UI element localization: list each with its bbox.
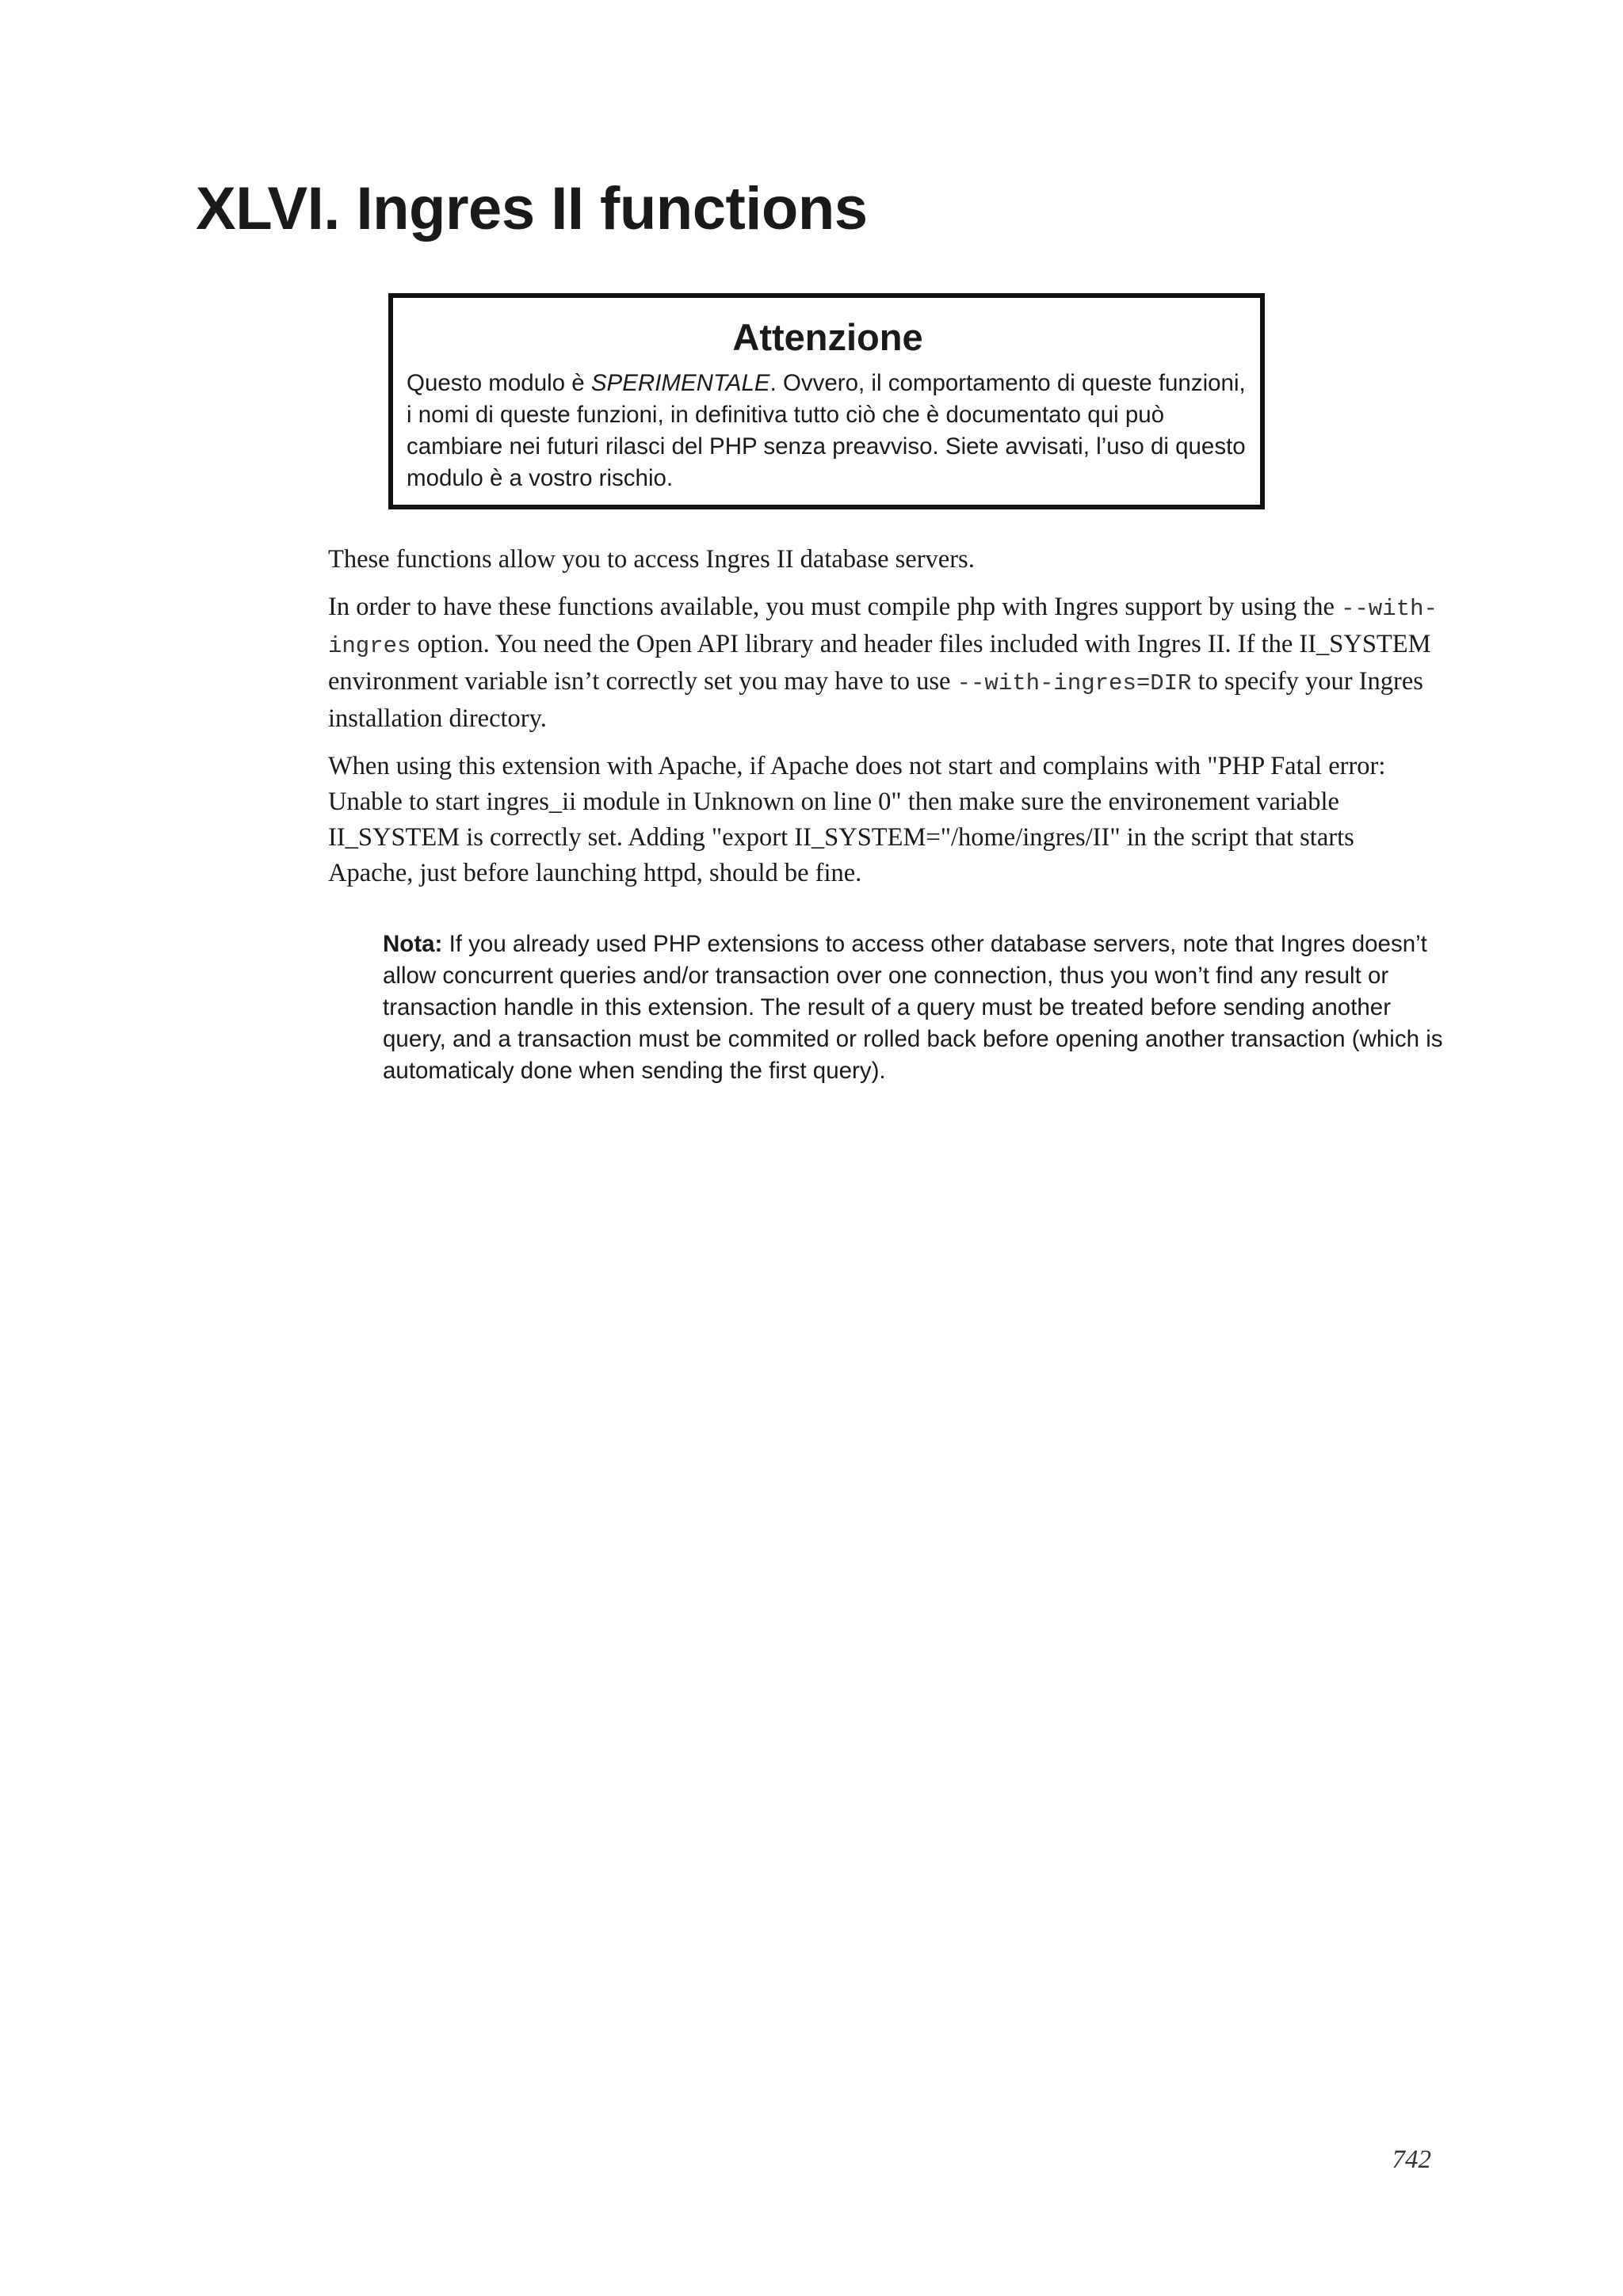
warning-text-start: Questo modulo è <box>407 370 591 397</box>
install-text-b: option. You need the Open API library and header files included with Ingres II. If the II_SYSTEM environment variable isn’t correctly set you may have to use <box>328 630 1431 696</box>
install-text-a: In order to have these functions available, you must compile php with Ingres support by using the <box>328 593 1342 621</box>
note-text: If you already used PHP extensions to access other database servers, note that Ingres doesn’t allow concurrent queries and/or transaction over one connection, thus you won’t find any result or transaction handle in this extension. The result of a query must be treated before sending another query, and a transaction must be commited or rolled back before opening another transaction (which is automaticaly done when sending the first query). <box>383 931 1443 1084</box>
warning-text <box>407 368 1249 494</box>
option-with-ingres-dir: --with-ingres=DIR <box>957 670 1192 696</box>
note <box>383 929 1445 1087</box>
body-text <box>328 542 1438 903</box>
page-title: XLVI. Ingres II functions <box>196 175 868 242</box>
warning-title: Attenzione <box>732 316 923 358</box>
warning-box <box>388 293 1265 509</box>
note-label: Nota: <box>383 931 443 957</box>
option-with-ingres: --with-ingres <box>328 596 1438 659</box>
paragraph-intro: These functions allow you to access Ingres II database servers. <box>328 545 975 574</box>
warning-emphasis: SPERIMENTALE <box>590 370 770 397</box>
install-text-c: to specify your Ingres installation directory. <box>328 667 1423 733</box>
paragraph-apache: When using this extension with Apache, if Apache does not start and complains with "PHP Fatal error: Unable to start ingres_ii module in Unknown on line 0" then make sure the environement variable II_SYSTEM is correctly set. Adding "export II_SYSTEM="/home/ingres/II" in the script that starts Apache, just before launching httpd, should be fine. <box>328 752 1386 887</box>
warning-text-end: . Ovvero, il comportamento di queste funzioni, i nomi di queste funzioni, in definitiva tutto ciò che è documentato qui può cambiare nei futuri rilasci del PHP senza preavviso. Siete avvisati, l’uso di questo modulo è a vostro rischio. <box>407 370 1246 492</box>
paragraph-install <box>328 589 1438 737</box>
page-number: 742 <box>1392 2145 1431 2174</box>
